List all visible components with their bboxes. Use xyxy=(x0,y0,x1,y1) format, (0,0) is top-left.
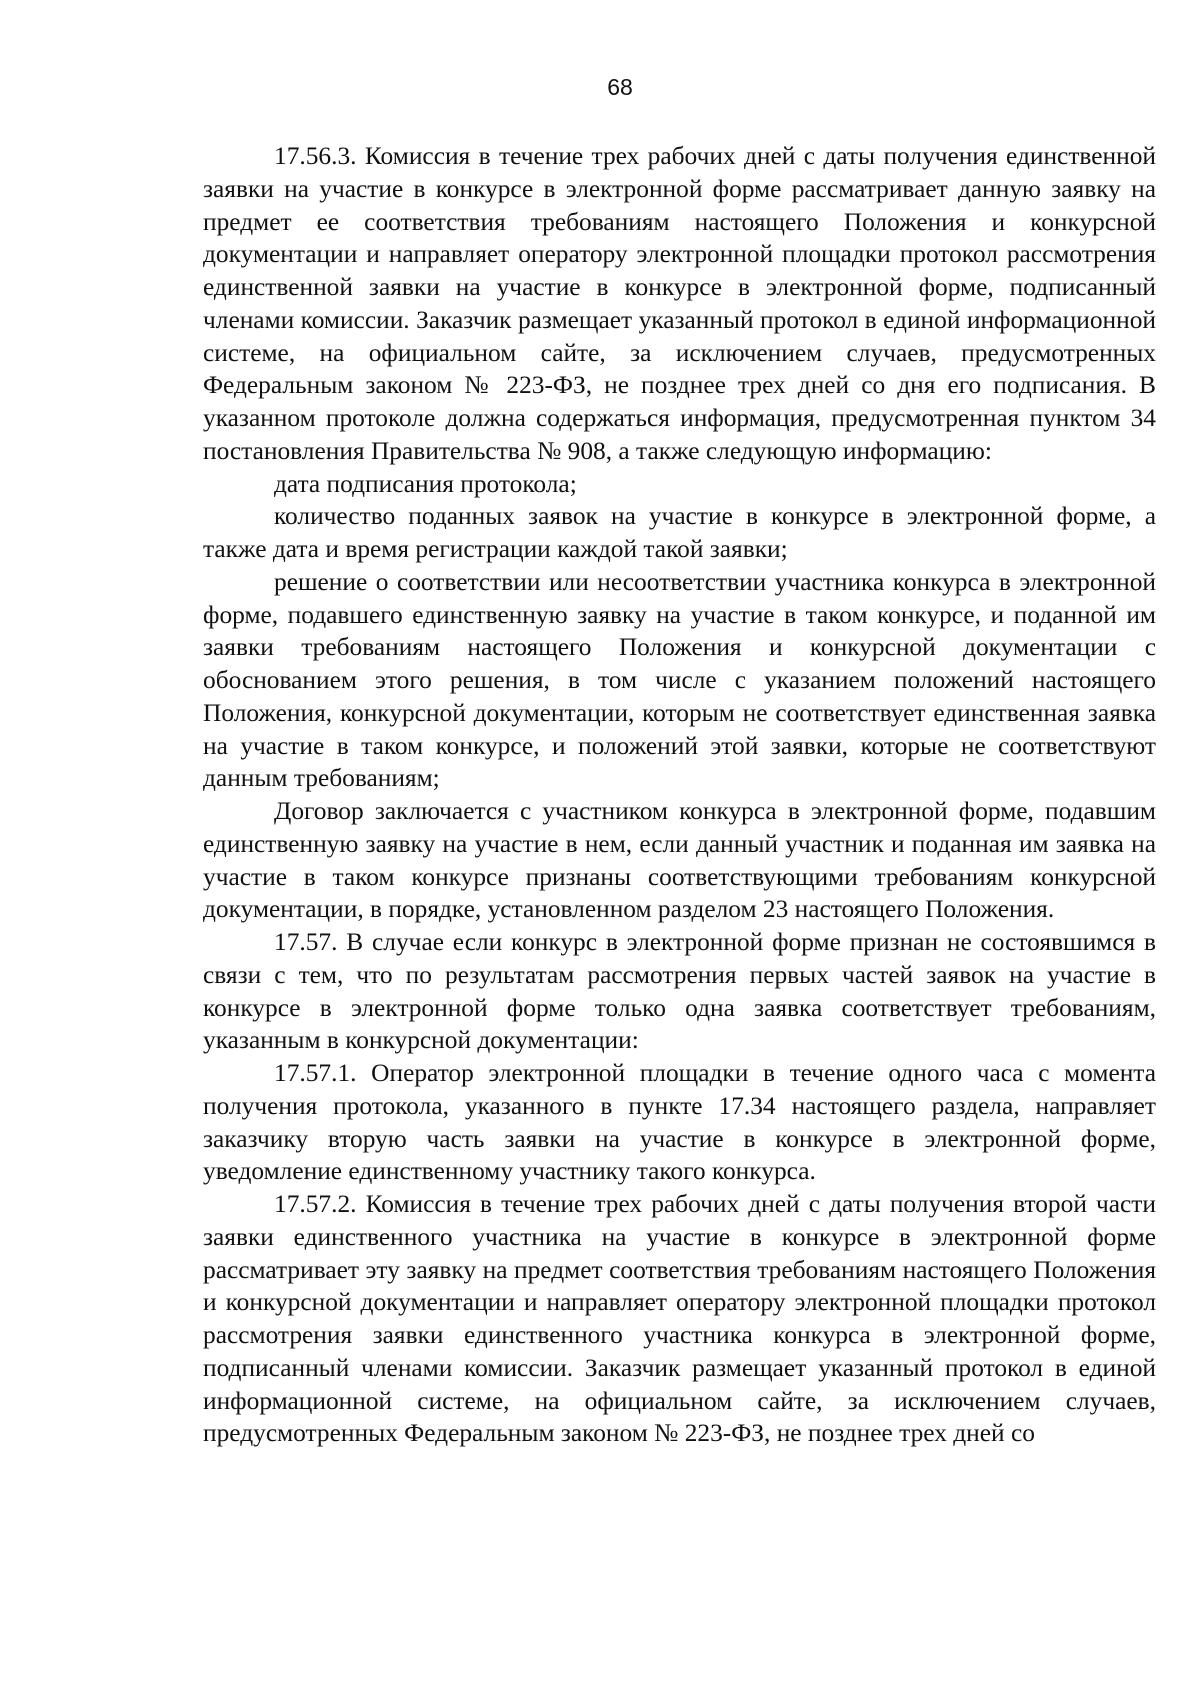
paragraph-17-56-3: 17.56.3. Комиссия в течение трех рабочих дней с даты получения единственной заявки на участие в конкурсе в электронной форме рассматривает данную заявку на предмет ее соответствия требованиям настоящего Положения и конкурсной документации и направляет оператору электронной площадки протокол рассмотрения единственной заявки на участие в конкурсе в электронной форме, подписанный членами комиссии. Заказчик размещает указанный протокол в единой информационной системе, на официальном сайте, за исключением случаев, предусмотренных Федеральным законом № 223-ФЗ, не позднее трех дней со дня его подписания. В указанном протоколе должна содержаться информация, предусмотренная пунктом 34 постановления Правительства № 908, а также следующую информацию: xyxy=(203,142,1156,465)
paragraph-contract-conclusion: Договор заключается с участником конкурса в электронной форме, подавшим единственную заявку на участие в нем, если данный участник и поданная им заявка на участие в таком конкурсе признаны соответствующими требованиям конкурсной документации, в порядке, установленном разделом 23 настоящего Положения. xyxy=(203,797,1156,924)
paragraph-17-57: 17.57. В случае если конкурс в электронной форме признан не состоявшимся в связи с тем, что по результатам рассмотрения первых частей заявок на участие в конкурсе в электронной форме только одна заявка соответствует требованиям, указанным в конкурсной документации: xyxy=(203,928,1156,1055)
page-number: 68 xyxy=(607,74,633,100)
document-body xyxy=(203,140,1156,1450)
paragraph-applications-count: количество поданных заявок на участие в конкурсе в электронной форме, а также дата и время регистрации каждой такой заявки; xyxy=(203,502,1156,563)
paragraph-signing-date: дата подписания протокола; xyxy=(274,469,577,498)
paragraph-17-57-1: 17.57.1. Оператор электронной площадки в течение одного часа с момента получения протокола, указанного в пункте 17.34 настоящего раздела, направляет заказчику вторую часть заявки на участие в конкурсе в электронной форме, уведомление единственному участнику такого конкурса. xyxy=(203,1059,1156,1186)
paragraph-17-57-2: 17.57.2. Комиссия в течение трех рабочих дней с даты получения второй части заявки единственного участника на участие в конкурсе в электронной форме рассматривает эту заявку на предмет соответствия требованиям настоящего Положения и конкурсной документации и направляет оператору электронной площадки протокол рассмотрения заявки единственного участника конкурса в электронной форме, подписанный членами комиссии. Заказчик размещает указанный протокол в единой информационной системе, на официальном сайте, за исключением случаев, предусмотренных Федеральным законом № 223-ФЗ, не позднее трех дней со xyxy=(203,1190,1156,1448)
paragraph-compliance-decision: решение о соответствии или несоответствии участника конкурса в электронной форме, подавшего единственную заявку на участие в таком конкурсе, и поданной им заявки требованиям настоящего Положения и конкурсной документации с обоснованием этого решения, в том числе с указанием положений настоящего Положения, конкурсной документации, которым не соответствует единственная заявка на участие в таком конкурсе, и положений этой заявки, которые не соответствуют данным требованиям; xyxy=(203,567,1156,793)
